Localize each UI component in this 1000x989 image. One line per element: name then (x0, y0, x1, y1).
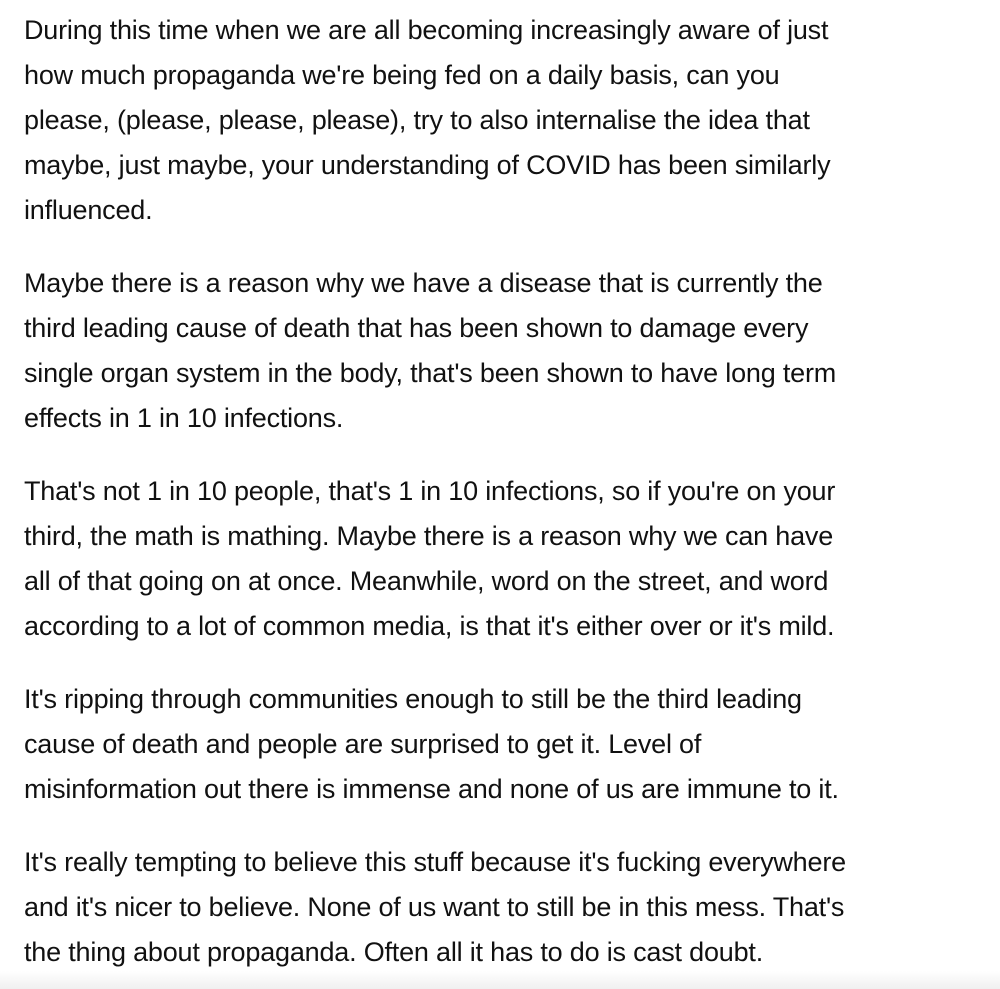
paragraph-5: It's really tempting to believe this stuff because it's fucking everywhere and it's nicer to believe. None of us want to still be in this mess. That's the thing about propaganda. Often all it has to do is cast doubt. (24, 847, 846, 967)
paragraph-1: During this time when we are all becoming increasingly aware of just how much propaganda we're being fed on a daily basis, can you please, (please, please, please), try to also internalise the idea that maybe, just maybe, your understanding of COVID has been similarly influenced. (24, 15, 831, 225)
post-body (24, 8, 984, 975)
paragraph-2: Maybe there is a reason why we have a disease that is currently the third leading cause of death that has been shown to damage every single organ system in the body, that's been shown to have long term effects in 1 in 10 infections. (24, 268, 837, 433)
bottom-fade (0, 971, 1000, 989)
paragraph-3: That's not 1 in 10 people, that's 1 in 10 infections, so if you're on your third, the math is mathing. Maybe there is a reason why we can have all of that going on at once. Meanwhile, word on the street, and word according to a lot of common media, is that it's either over or it's mild. (24, 476, 836, 641)
paragraph-4: It's ripping through communities enough to still be the third leading cause of death and people are surprised to get it. Level of misinformation out there is immense and none of us are immune to it. (24, 684, 839, 804)
